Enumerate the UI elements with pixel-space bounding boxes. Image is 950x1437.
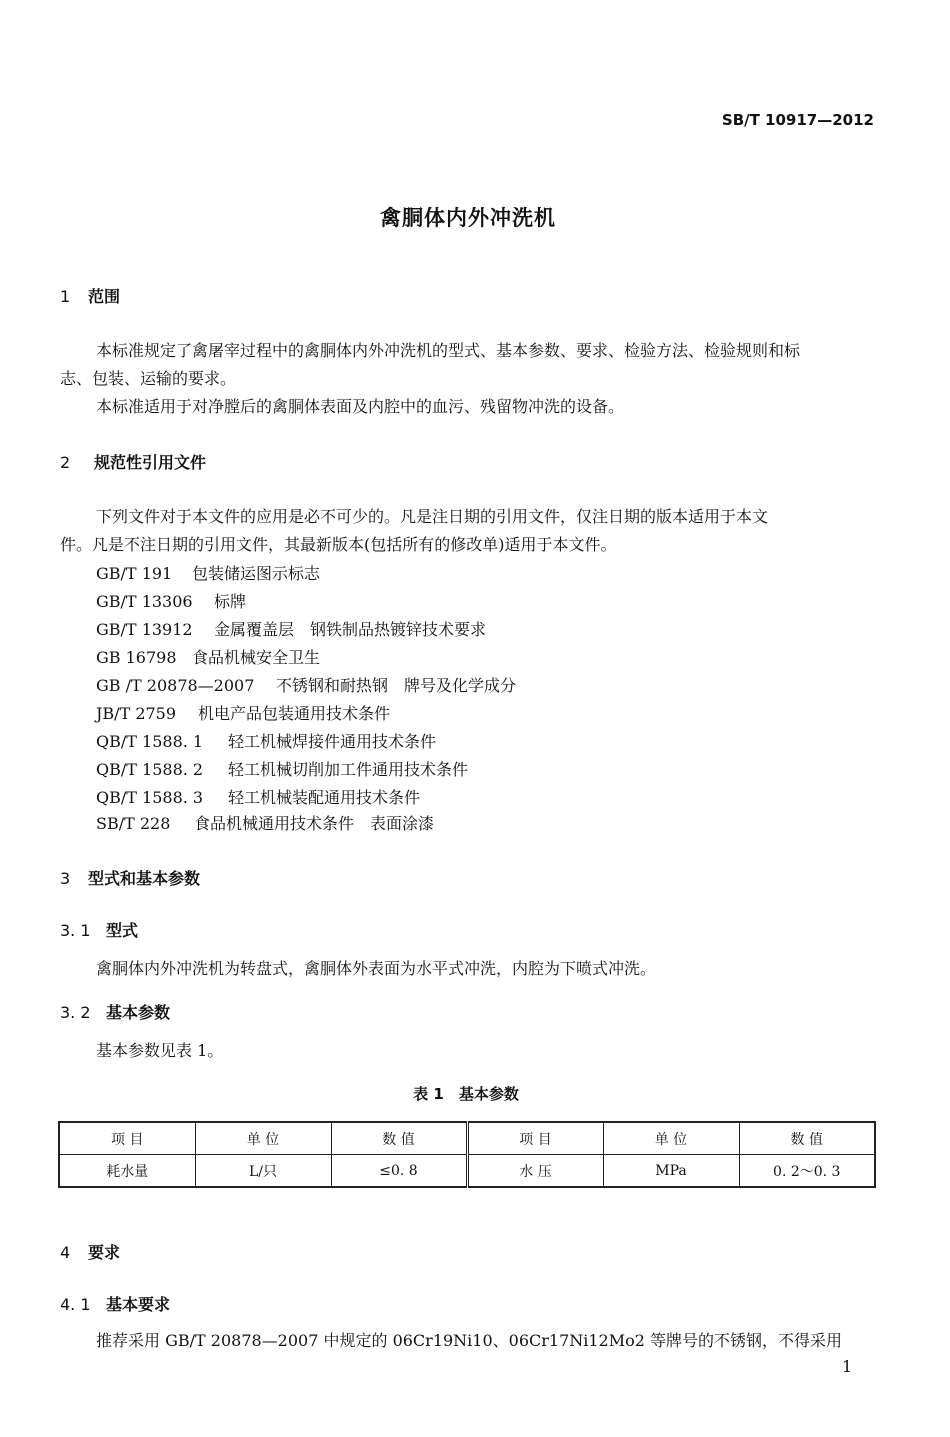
- reference-code: GB 16798: [96, 648, 177, 667]
- reference-item: [96, 673, 516, 696]
- parameters-table: [58, 1121, 876, 1188]
- reference-item: [96, 785, 420, 808]
- reference-code: JB/T 2759: [96, 704, 177, 723]
- section-heading-2: [60, 450, 206, 473]
- section-title: 基本参数: [106, 1003, 171, 1022]
- subsection-heading-3-2: [60, 1000, 170, 1023]
- paragraph: 本标准规定了禽屠宰过程中的禽胴体内外冲洗机的型式、基本参数、要求、检验方法、检验规则和标: [96, 341, 801, 360]
- reference-title: 机电产品包装通用技术条件: [198, 704, 391, 723]
- section-number: 4: [60, 1243, 71, 1262]
- document-number: SB/T 10917—2012: [721, 111, 874, 129]
- section-title: 基本要求: [106, 1295, 171, 1314]
- reference-code: GB/T 13306: [96, 592, 193, 611]
- table-cell: ≤0. 8: [331, 1155, 467, 1188]
- table-header-cell: 单 位: [603, 1122, 739, 1155]
- table-header-cell: 项 目: [467, 1122, 603, 1155]
- page-title: 禽胴体内外冲洗机: [380, 206, 556, 230]
- section-title: 型式: [106, 921, 139, 940]
- table-cell: L/只: [195, 1155, 331, 1188]
- subsection-heading-3-1: [60, 918, 138, 941]
- reference-title: 轻工机械焊接件通用技术条件: [228, 732, 437, 751]
- table-cell: 0. 2～0. 3: [739, 1155, 875, 1188]
- reference-item: [96, 701, 390, 724]
- page-number: 1: [842, 1357, 853, 1376]
- reference-item: [96, 645, 320, 668]
- section-title: 型式和基本参数: [88, 869, 201, 888]
- reference-title: 标牌: [214, 592, 247, 611]
- reference-title: 轻工机械切削加工件通用技术条件: [228, 760, 469, 779]
- reference-title: 包装储运图示标志: [192, 564, 321, 583]
- paragraph: 基本参数见表 1。: [96, 1041, 224, 1060]
- reference-item: [96, 729, 436, 752]
- reference-title: 不锈钢和耐热钢 牌号及化学成分: [276, 676, 517, 695]
- reference-title: 轻工机械装配通用技术条件: [228, 788, 421, 807]
- section-heading-1: [60, 284, 120, 307]
- table-cell: 耗水量: [59, 1155, 195, 1188]
- reference-item: [96, 589, 246, 612]
- table-cell: 水 压: [467, 1155, 603, 1188]
- reference-code: GB/T 13912: [96, 620, 193, 639]
- section-heading-4: [60, 1240, 120, 1263]
- subsection-heading-4-1: [60, 1292, 170, 1315]
- paragraph: 件。凡是不注日期的引用文件，其最新版本(包括所有的修改单)适用于本文件。: [60, 535, 617, 554]
- reference-title: 食品机械通用技术条件 表面涂漆: [194, 814, 435, 833]
- reference-item: [96, 617, 486, 640]
- reference-item: [96, 757, 468, 780]
- section-heading-3: [60, 866, 200, 889]
- section-number: 4. 1: [60, 1295, 91, 1314]
- paragraph: 本标准适用于对净膛后的禽胴体表面及内腔中的血污、残留物冲洗的设备。: [96, 397, 625, 416]
- table-caption: 表 1 基本参数: [413, 1085, 519, 1103]
- section-number: 3. 1: [60, 921, 91, 940]
- reference-code: SB/T 228: [96, 814, 171, 833]
- table-header-cell: 项 目: [59, 1122, 195, 1155]
- table-row: [59, 1155, 875, 1188]
- reference-code: QB/T 1588. 2: [96, 760, 204, 779]
- table-header-row: [59, 1122, 875, 1155]
- section-number: 1: [60, 287, 71, 306]
- reference-item: [96, 811, 434, 834]
- section-number: 3: [60, 869, 71, 888]
- paragraph: 下列文件对于本文件的应用是必不可少的。凡是注日期的引用文件，仅注日期的版本适用于本文: [96, 507, 769, 526]
- section-number: 3. 2: [60, 1003, 91, 1022]
- table-cell: MPa: [603, 1155, 739, 1188]
- section-title: 规范性引用文件: [94, 453, 207, 472]
- reference-code: GB /T 20878—2007: [96, 676, 255, 695]
- reference-code: GB/T 191: [96, 564, 173, 583]
- table-header-cell: 数 值: [739, 1122, 875, 1155]
- paragraph: 禽胴体内外冲洗机为转盘式，禽胴体外表面为水平式冲洗，内腔为下喷式冲洗。: [96, 959, 657, 978]
- table-header-cell: 数 值: [331, 1122, 467, 1155]
- reference-item: [96, 561, 320, 584]
- table-header-cell: 单 位: [195, 1122, 331, 1155]
- reference-code: QB/T 1588. 1: [96, 732, 204, 751]
- reference-title: 金属覆盖层 钢铁制品热镀锌技术要求: [214, 620, 487, 639]
- reference-code: QB/T 1588. 3: [96, 788, 204, 807]
- section-number: 2: [60, 453, 71, 472]
- reference-title: 食品机械安全卫生: [192, 648, 321, 667]
- section-title: 要求: [88, 1243, 121, 1262]
- paragraph: 志、包装、运输的要求。: [60, 369, 237, 388]
- paragraph: 推荐采用 GB/T 20878—2007 中规定的 06Cr19Ni10、06Cr17Ni12Mo2 等牌号的不锈钢，不得采用: [96, 1331, 843, 1350]
- section-title: 范围: [88, 287, 121, 306]
